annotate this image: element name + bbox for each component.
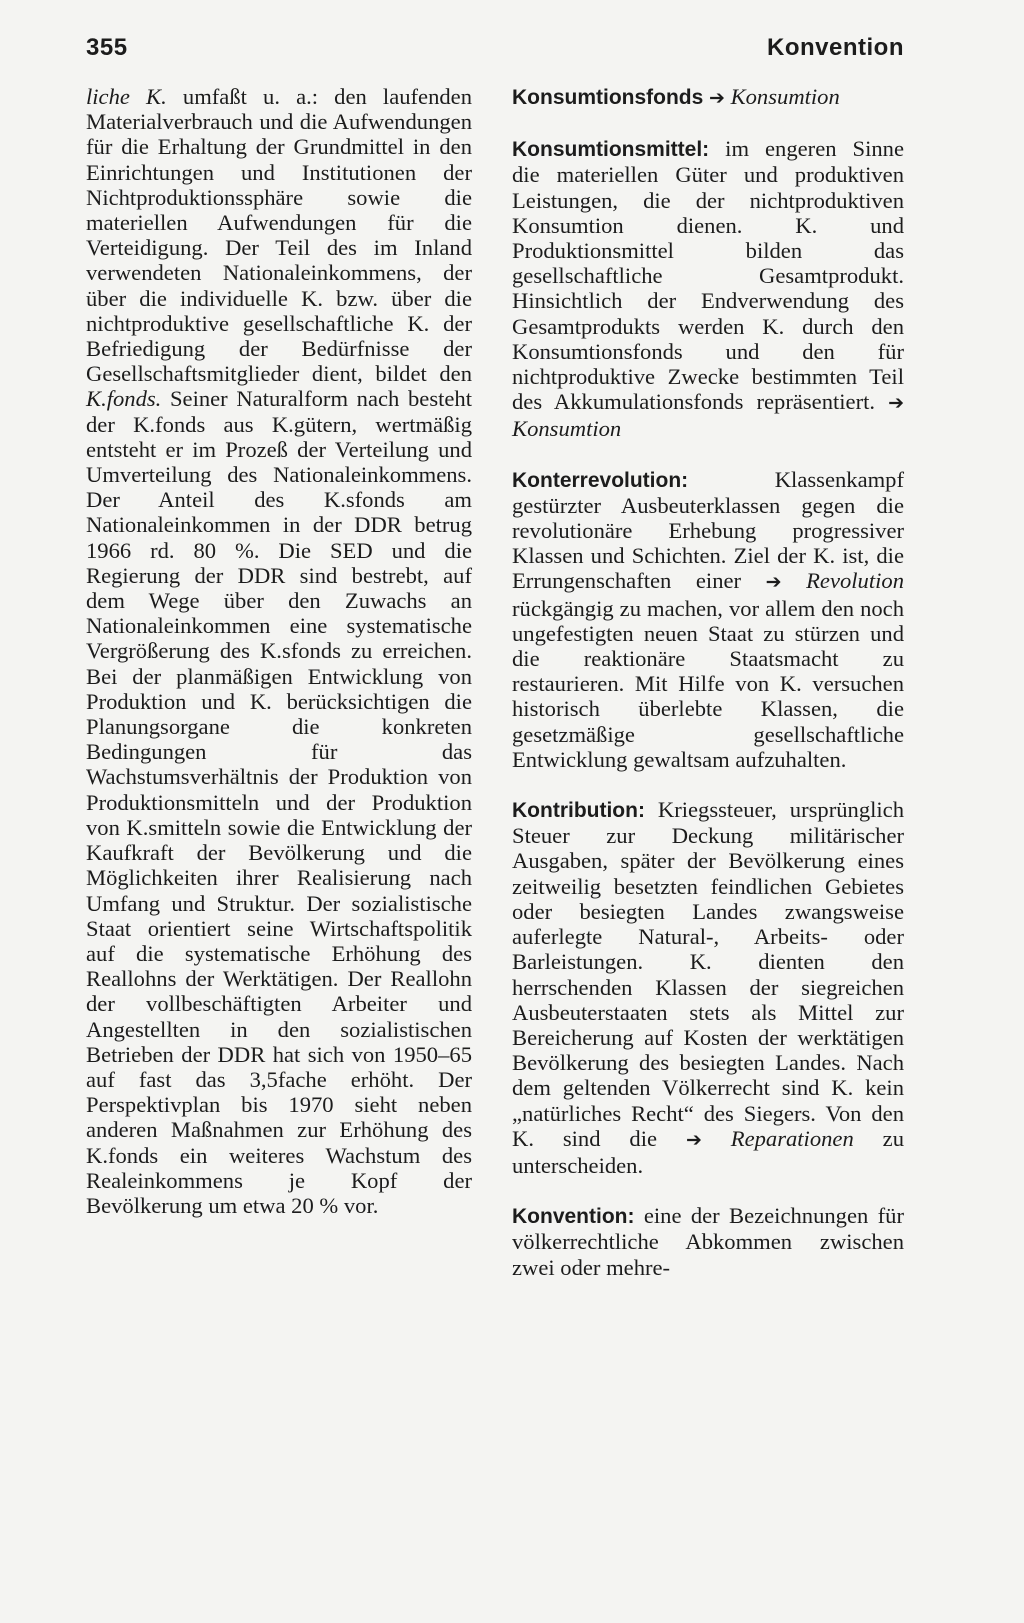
arrow-icon: ➔ [765, 571, 782, 594]
entry-konsumtionsmittel [512, 136, 904, 441]
entry-konvention [512, 1203, 904, 1280]
continued-entry-text [86, 84, 472, 1218]
arrow-icon: ➔ [888, 392, 904, 415]
entry-text-continued: zu unterscheiden. [512, 1125, 904, 1178]
cross-reference: Revolution [806, 568, 904, 594]
right-column [512, 84, 904, 1305]
continued-text-part-1: umfaßt u. a.: den laufenden Materialverbrauch und die Aufwendungen für die Erhaltung der Grundmittel in den Einrichtungen und Institutionen der Nichtproduktionssphäre sowie die materiellen Aufwendungen für die Verteidigung. Der Teil des im Inland verwendeten Nationaleinkommens, der über die individuelle K. bzw. über die nichtproduktive gesellschaftliche K. der Befriedigung der Bedürfnisse der Gesellschaftsmitglieder dient, bildet den [86, 84, 472, 387]
page-number: 355 [86, 34, 128, 61]
entry-konsumtionsfonds [512, 84, 904, 111]
entry-text: Kriegssteuer, ursprünglich Steuer zur Deckung militärischer Ausgaben, später der Bevölkerung eines zeitweilig besetzten feindlichen Gebietes oder besiegten Landes zwangsweise auferlegte Natural-, Arbeits- oder Barleistungen. K. dienten den herrschenden Klassen der siegreichen Ausbeuterstaaten stets als Mittel zur Bereicherung auf Kosten der werktätigen Bevölkerung des besiegten Landes. Nach dem geltenden Völkerrecht sind K. kein „natürliches Recht“ des Siegers. Von den K. sind die [512, 797, 904, 1151]
arrow-icon: ➔ [685, 1128, 702, 1151]
left-column [86, 84, 472, 1218]
entry-konterrevolution [512, 467, 904, 772]
headword: Konvention: [512, 1205, 635, 1229]
headword: Kontribution: [512, 799, 645, 823]
cross-reference: Konsumtion [730, 84, 840, 109]
entry-text: im engeren Sinne die materiellen Güter und produktiven Leistungen, die der nichtproduktiven Konsumtion dienen. K. und Produktionsmittel bilden das gesellschaftliche Gesamtprodukt. Hinsichtlich der Endverwendung des Gesamtprodukts werden K. durch den Konsumtionsfonds und den für nichtproduktive Zwecke bestimmten Teil des Akkumulationsfonds repräsentiert. [512, 136, 904, 415]
cross-reference: Konsumtion [512, 416, 622, 442]
entry-kontribution [512, 797, 904, 1178]
kfonds-term: K.fonds. [86, 386, 162, 412]
entry-text-continued: rückgängig zu machen, vor allem den noch ungefestigten neuen Staat zu stürzen und die reaktionäre Staatsmacht zu restaurieren. Mit Hilfe von K. versuchen historisch überlebte Klassen, die gesetzmäßige gesellschaftliche Entwicklung gewaltsam aufzuhalten. [512, 595, 904, 772]
headword: Konsumtionsmittel: [512, 138, 710, 162]
entry-text: Klassenkampf gestürzter Ausbeuterklassen gegen die revolutionäre Erhebung progressiver Klassen und Schichten. Ziel der K. ist, die Errungenschaften einer [512, 466, 904, 594]
cross-reference: Reparationen [730, 1125, 854, 1151]
headword: Konsumtionsfonds [512, 86, 704, 109]
running-title: Konvention [767, 34, 904, 61]
continued-term: liche K. [86, 84, 167, 109]
arrow-icon: ➔ [708, 87, 725, 109]
entry-text: eine der Bezeichnungen für völkerrechtliche Abkommen zwischen zwei oder mehre- [512, 1203, 904, 1280]
continued-text-part-2: Seiner Naturalform nach besteht der K.fonds aus K.gütern, wertmäßig entsteht er im Prozeß der Verteilung und Umverteilung des Nationaleinkommens. Der Anteil des K.sfonds am Nationaleinkommen in der DDR betrug 1966 rd. 80 %. Die SED und die Regierung der DDR sind bestrebt, auf dem Wege über den Zuwachs an Nationaleinkommen eine systematische Vergrößerung des K.sfonds zu erreichen. Bei der planmäßigen Entwicklung von Produktion und K. berücksichtigen die Planungsorgane die konkreten Bedingungen für das Wachstumsverhältnis der Produktion von Produktionsmitteln und der Produktion von K.smitteln sowie die Entwicklung der Kaufkraft der Bevölkerung und die Möglichkeiten ihrer Realisierung nach Umfang und Struktur. Der sozialistische Staat orientiert seine Wirtschaftspolitik auf die systematische Erhöhung des Reallohns der Werktätigen. Der Reallohn der vollbeschäftigten Arbeiter und Angestellten in den sozialistischen Betrieben der DDR hat sich von 1950–65 auf fast das 3,5fache erhöht. Der Perspektivplan bis 1970 sieht neben anderen Maßnahmen zur Erhöhung des K.fonds ein weiteres Wachstum des Realeinkommens je Kopf der Bevölkerung um etwa 20 % vor. [86, 386, 472, 1218]
headword: Konterrevolution: [512, 468, 689, 492]
